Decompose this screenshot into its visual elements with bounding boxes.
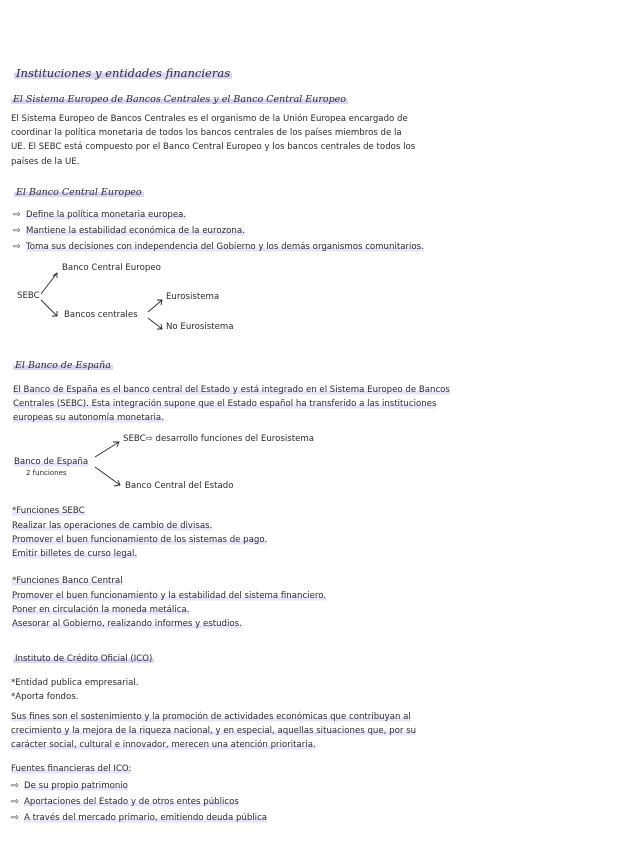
list-item: ⇨ Toma sus decisiones con independencia del Gobierno y los demás organismos comunitarios. [13,242,424,252]
arrow-right-icon: ⇨ [11,813,19,823]
connector-line [95,467,120,486]
paragraph-line: El Sistema Europeo de Bancos Centrales es el organismo de la Unión Europea encargado de [11,114,408,124]
list-item: ⇨ De su propio patrimonio [11,781,128,791]
connector-line [41,300,57,316]
paragraph-line: Centrales (SEBC). Esta integración supone que el Estado español ha transferido a las instituciones [13,399,437,410]
paragraph-line: El Banco de España es el banco central del Estado y está integrado en el Sistema Europeo de Bancos [13,385,450,395]
section-heading-ico: Instituto de Crédito Oficial (ICO) [15,654,153,664]
list-item: Poner en circulación la moneda metálica. [12,605,190,616]
diagram-root-sebc: SEBC [17,291,40,301]
diagram-node-sebc-funciones: SEBC⇨ desarrollo funciones del Eurosistema [123,434,315,444]
diagram-node-eurosistema: Eurosistema [166,292,220,302]
connector-line [148,318,162,329]
paragraph-line: coordinar la política monetaria de todos los bancos centrales de los países miembros de la [11,128,402,139]
paragraph-line: UE. El SEBC está compuesto por el Banco Central Europeo y los bancos centrales de todos los [11,142,416,153]
diagram-node-banco-central-estado: Banco Central del Estado [125,481,234,491]
paragraph-line: carácter social, cultural e innovador, merecen una atención prioritaria. [11,740,316,751]
paragraph-line: europeas su autonomía monetaria. [13,413,164,424]
list-item: ⇨ Define la política monetaria europea. [13,210,187,220]
connector-line [41,273,57,294]
section-heading-bce: El Banco Central Europeo [16,187,142,198]
diagram-node-bancos-centrales: Bancos centrales [64,310,138,320]
list-item: *Aporta fondos. [11,692,79,703]
ico-sources-heading: Fuentes financieras del ICO: [11,764,132,774]
diagram-node-no-eurosistema: No Eurosistema [166,322,234,332]
list-item: Realizar las operaciones de cambio de divisas. [12,521,213,531]
list-item: Emitir billetes de curso legal. [12,549,138,560]
page-title: Instituciones y entidades financieras [16,66,231,80]
arrow-right-icon: ⇨ [13,226,21,236]
diagram-node-bce: Banco Central Europeo [62,263,161,273]
arrow-right-icon: ⇨ [11,797,19,807]
connector-line [148,300,162,312]
funciones-sebc-heading: *Funciones SEBC [12,506,85,516]
section-heading-sebc: El Sistema Europeo de Bancos Centrales y el Banco Central Europeo [13,94,347,105]
arrow-right-icon: ⇨ [13,242,21,252]
list-item: Promover el buen funcionamiento de los sistemas de pago. [12,535,268,546]
list-item: ⇨ A través del mercado primario, emitiendo deuda pública [11,813,268,823]
list-item: Promover el buen funcionamiento y la estabilidad del sistema financiero. [12,591,327,601]
funciones-bc-heading: *Funciones Banco Central [12,576,123,586]
paragraph-line: crecimiento y la mejora de la riqueza nacional, y en especial, aquellas situaciones que, por su [11,726,417,737]
paragraph-line: países de la UE. [11,156,80,167]
connector-line [95,442,119,457]
list-item: ⇨ Mantiene la estabilidad económica de la eurozona. [13,226,245,236]
list-item: Asesorar al Gobierno, realizando informes y estudios. [12,619,242,630]
list-item: ⇨ Aportaciones del Estado y de otros entes públicos [11,797,239,807]
diagram-root-banco-espana: Banco de España [14,457,89,467]
paragraph-line: Sus fines son el sostenimiento y la promoción de actividades económicas que contribuyan al [11,712,411,722]
arrow-right-icon: ⇨ [11,781,19,791]
list-item: *Entidad publica empresarial. [11,678,139,688]
section-heading-banco-espana: El Banco de España [15,360,111,371]
arrow-right-icon: ⇨ [13,210,21,220]
diagram-note: 2 funciones [26,469,67,477]
